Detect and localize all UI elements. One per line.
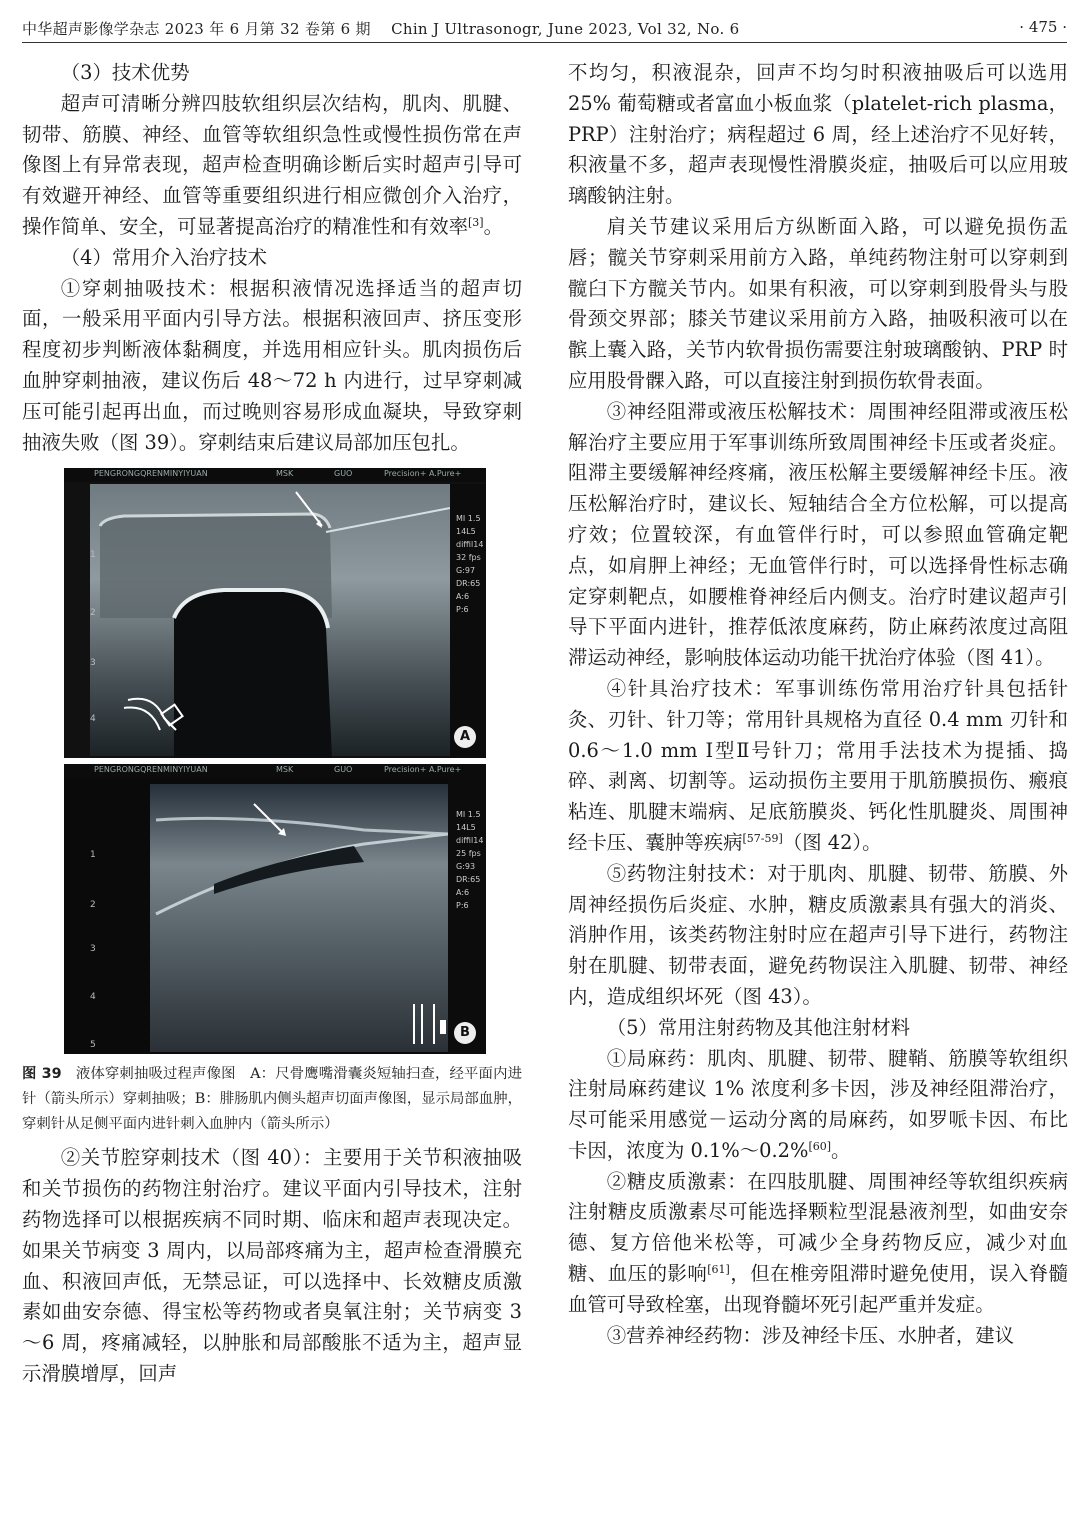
- paragraph-drug-injection: ⑤药物注射技术：对于肌肉、肌腱、韧带、筋膜、外周神经损伤后炎症、水肿，糖皮质激素具有强大的消炎、消肿作用，该类药物注射时应在超声引导下进行，药物注射在肌腱、韧带表面，避免药物误注入肌腱、韧带、神经内，造成组织坏死（图 43）。: [568, 861, 1068, 1008]
- citation-ref: [61]: [707, 1263, 730, 1277]
- figure-39: [64, 468, 486, 1054]
- citation-ref: [60]: [808, 1139, 832, 1153]
- scanner-topbar: PENGRONGQRENMINYIYUAN MSK GUO Precision+ A.Pure+: [64, 764, 486, 778]
- panel-label-b: B: [454, 1022, 476, 1044]
- journal-cn: 中华超声影像学杂志 2023 年 6 月第 32 卷第 6 期: [22, 20, 371, 38]
- paragraph-puncture: ①穿刺抽吸技术：根据积液情况选择适当的超声切面，一般采用平面内引导方法。根据积液回声、挤压变形程度初步判断液体黏稠度，并选用相应针头。肌肉损伤后血肿穿刺抽液，建议伤后 48～72 h 内进行，过早穿刺减压可能引起再出血，而过晚则容易形成血凝块，导致穿刺抽液失败（图 39）。穿刺结束后建议局部加压包扎。: [22, 276, 522, 454]
- panel-label-a: A: [454, 726, 476, 748]
- paragraph-neurotrophic: ③营养神经药物：涉及神经卡压、水肿者，建议: [606, 1323, 1014, 1347]
- left-column: [22, 58, 522, 1390]
- section-heading-techniques: （4）常用介入治疗技术: [60, 245, 268, 269]
- header-rule: [22, 42, 1067, 43]
- scanner-params-a: MI 1.5 14L5 diffil14 32 fps G:97 DR:65 A:6 P:6: [456, 514, 484, 615]
- page-number: · 475 ·: [1019, 18, 1067, 36]
- paragraph-needle-therapy: ④针具治疗技术：军事训练伤常用治疗针具包括针灸、刃针、针刀等；常用针具规格为直径 0.4 mm 刃针和 0.6～1.0 mm Ⅰ型Ⅱ号针刀；常用手法技术为提插、捣碎、剥离、切割等。运动损伤主要用于肌筋膜损伤、瘢痕粘连、肌腱末端病、足底筋膜炎、钙化性肌腱炎、周围神经卡压、囊肿等疾病[57-59]（图 42）。: [568, 676, 1068, 854]
- scanner-topbar: PENGRONGQRENMINYIYUAN MSK GUO Precision+ A.Pure+: [64, 468, 486, 482]
- running-header: [22, 18, 1067, 40]
- citation-ref: [3]: [467, 215, 484, 229]
- scanner-params-b: MI 1.5 14L5 diffil14 25 fps G:93 DR:65 A:6 P:6: [456, 810, 484, 911]
- paragraph-local-anesthetic: ①局麻药：肌肉、肌腱、韧带、腱鞘、筋膜等软组织注射局麻药建议 1% 浓度利多卡因，涉及神经阻滞治疗，尽可能采用感觉－运动分离的局麻药，如罗哌卡因、布比卡因，浓度为 0.1%～0.2%[60]。: [568, 1046, 1068, 1162]
- journal-en: Chin J Ultrasonogr, June 2023, Vol 32, No. 6: [391, 20, 740, 38]
- paragraph-advantages: 超声可清晰分辨四肢软组织层次结构，肌肉、肌腱、韧带、筋膜、神经、血管等软组织急性或慢性损伤常在声像图上有异常表现，超声检查明确诊断后实时超声引导可有效避开神经、血管等重要组织进行相应微创介入治疗，操作简单、安全，可显著提高治疗的精准性和有效率[3]。: [22, 91, 522, 238]
- section-heading-drugs: （5）常用注射药物及其他注射材料: [606, 1015, 910, 1039]
- citation-ref: [57-59]: [742, 831, 783, 845]
- paragraph-joint-puncture: ②关节腔穿刺技术（图 40）：主要用于关节积液抽吸和关节损伤的药物注射治疗。建议平面内引导技术，注射药物选择可以根据疾病不同时期、临床和超声表现决定。如果关节病变 3 周内，以局部疼痛为主，超声检查滑膜充血、积液回声低，无禁忌证，可以选择中、长效糖皮质激素如曲安奈德、得宝松等药物或者臭氧注射；关节病变 3～6 周，疼痛减轻，以肿胀和局部酸胀不适为主，超声显示滑膜增厚，回声: [22, 1146, 522, 1385]
- ultrasound-panel-b: PENGRONGQRENMINYIYUAN MSK GUO Precision+ A.Pure+ 1 2 3 4 5 MI 1.5 14L5 diffil14 25 fps G:93 DR:65 A:6 P:6 B: [64, 764, 486, 1054]
- right-column: [568, 58, 1068, 1351]
- caption-text: 液体穿刺抽吸过程声像图 A：尺骨鹰嘴滑囊炎短轴扫查，经平面内进针（箭头所示）穿刺抽吸；B：腓肠肌内侧头超声切面声像图，显示局部血肿，穿刺针从足侧平面内进针刺入血肿内（箭头所示）: [22, 1066, 522, 1133]
- ultrasound-image-b: [64, 764, 486, 1054]
- figure-caption: [22, 1062, 522, 1137]
- ultrasound-image-a: [64, 468, 486, 758]
- paragraph-nerve-block: ③神经阻滞或液压松解技术：周围神经阻滞或液压松解治疗主要应用于军事训练所致周围神经卡压或者炎症。阻滞主要缓解神经疼痛，液压松解主要缓解神经卡压。液压松解治疗时，建议长、短轴结合全方位松解，可以提高疗效；位置较深，有血管伴行时，可以参照血管确定靶点，如肩胛上神经；无血管伴行时，可以选择骨性标志确定穿刺靶点，如腰椎脊神经后内侧支。治疗时建议超声引导下平面内进针，推荐低浓度麻药，防止麻药浓度过高阻滞运动神经，影响肢体运动功能干扰治疗体验（图 41）。: [568, 399, 1068, 670]
- section-heading-advantages: （3）技术优势: [60, 61, 190, 84]
- paragraph-corticosteroid: ②糖皮质激素：在四肢肌腱、周围神经等软组织疾病注射糖皮质激素尽可能选择颗粒型混悬液剂型，如曲安奈德、复方倍他米松等，可减少全身药物反应，减少对血糖、血压的影响[61]，但在椎旁阻滞时避免使用，误入脊髓血管可导致栓塞，出现脊髓坏死引起严重并发症。: [568, 1169, 1069, 1316]
- journal-citation: [22, 18, 739, 39]
- caption-label: 图 39: [22, 1066, 62, 1083]
- paragraph-continued: 不均匀，积液混杂，回声不均匀时积液抽吸后可以选用 25% 葡萄糖或者富血小板血浆（platelet-rich plasma，PRP）注射治疗；病程超过 6 周，经上述治疗不见好转，积液量不多，超声表现慢性滑膜炎症，抽吸后可以应用玻璃酸钠注射。: [568, 61, 1068, 208]
- ultrasound-panel-a: PENGRONGQRENMINYIYUAN MSK GUO Precision+ A.Pure+ 1 2 3 4 MI 1.5 14L5 diffil14 32 fps G:97 DR:65 A:6 P:6 A: [64, 468, 486, 758]
- paragraph-joint-approach: 肩关节建议采用后方纵断面入路，可以避免损伤盂唇；髋关节穿刺采用前方入路，单纯药物注射可以穿刺到髋臼下方髋关节内。如果有积液，可以穿刺到股骨头与股骨颈交界部；膝关节建议采用前方入路，抽吸积液可以在髌上囊入路，关节内软骨损伤需要注射玻璃酸钠、PRP 时应用股骨髁入路，可以直接注射到损伤软骨表面。: [568, 214, 1068, 392]
